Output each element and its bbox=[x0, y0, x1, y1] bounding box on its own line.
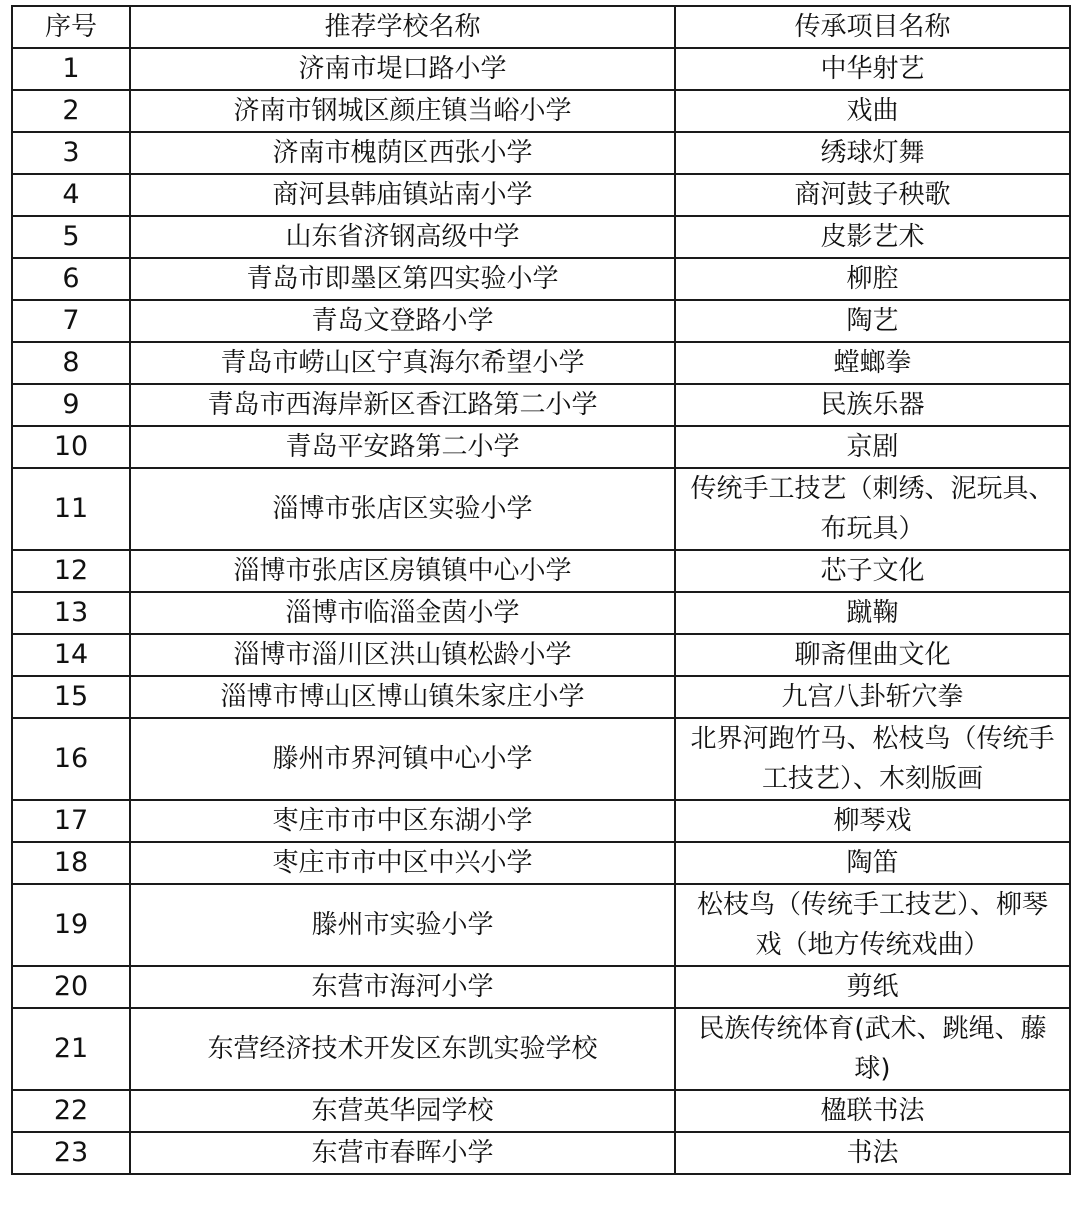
row-number: 14 bbox=[12, 634, 130, 676]
table-row bbox=[12, 342, 1070, 384]
table-row bbox=[12, 216, 1070, 258]
row-number: 3 bbox=[12, 132, 130, 174]
project-name: 北界河跑竹马、松枝鸟（传统手工技艺）、木刻版画 bbox=[675, 718, 1070, 800]
project-name: 商河鼓子秧歌 bbox=[675, 174, 1070, 216]
project-name: 京剧 bbox=[675, 426, 1070, 468]
row-number: 16 bbox=[12, 718, 130, 800]
row-number: 2 bbox=[12, 90, 130, 132]
table-row bbox=[12, 300, 1070, 342]
project-name: 戏曲 bbox=[675, 90, 1070, 132]
table-row bbox=[12, 174, 1070, 216]
project-name: 聊斋俚曲文化 bbox=[675, 634, 1070, 676]
row-number: 8 bbox=[12, 342, 130, 384]
project-name: 传统手工技艺（刺绣、泥玩具、布玩具） bbox=[675, 468, 1070, 550]
school-name: 青岛平安路第二小学 bbox=[130, 426, 675, 468]
project-name: 松枝鸟（传统手工技艺）、柳琴戏（地方传统戏曲） bbox=[675, 884, 1070, 966]
school-name: 滕州市实验小学 bbox=[130, 884, 675, 966]
school-name: 东营英华园学校 bbox=[130, 1090, 675, 1132]
school-name: 济南市槐荫区西张小学 bbox=[130, 132, 675, 174]
school-name: 商河县韩庙镇站南小学 bbox=[130, 174, 675, 216]
row-number: 5 bbox=[12, 216, 130, 258]
row-number: 1 bbox=[12, 48, 130, 90]
project-name: 民族乐器 bbox=[675, 384, 1070, 426]
row-number: 10 bbox=[12, 426, 130, 468]
project-name: 芯子文化 bbox=[675, 550, 1070, 592]
table-row bbox=[12, 1008, 1070, 1090]
project-name: 楹联书法 bbox=[675, 1090, 1070, 1132]
project-name: 螳螂拳 bbox=[675, 342, 1070, 384]
table-row bbox=[12, 634, 1070, 676]
table-row bbox=[12, 48, 1070, 90]
school-name: 枣庄市市中区东湖小学 bbox=[130, 800, 675, 842]
school-name: 淄博市临淄金茵小学 bbox=[130, 592, 675, 634]
project-name: 皮影艺术 bbox=[675, 216, 1070, 258]
school-name: 山东省济钢高级中学 bbox=[130, 216, 675, 258]
row-number: 23 bbox=[12, 1132, 130, 1174]
project-name: 绣球灯舞 bbox=[675, 132, 1070, 174]
school-name: 青岛市西海岸新区香江路第二小学 bbox=[130, 384, 675, 426]
project-name: 陶艺 bbox=[675, 300, 1070, 342]
row-number: 17 bbox=[12, 800, 130, 842]
table-row bbox=[12, 842, 1070, 884]
school-name: 东营市春晖小学 bbox=[130, 1132, 675, 1174]
table-row bbox=[12, 468, 1070, 550]
table-header-row bbox=[12, 6, 1070, 48]
table-container bbox=[11, 5, 1071, 1175]
project-name: 柳腔 bbox=[675, 258, 1070, 300]
header-number: 序号 bbox=[12, 6, 130, 48]
table-row bbox=[12, 132, 1070, 174]
row-number: 12 bbox=[12, 550, 130, 592]
school-name: 淄博市淄川区洪山镇松龄小学 bbox=[130, 634, 675, 676]
row-number: 4 bbox=[12, 174, 130, 216]
table-row bbox=[12, 90, 1070, 132]
row-number: 18 bbox=[12, 842, 130, 884]
school-name: 淄博市张店区实验小学 bbox=[130, 468, 675, 550]
table-row bbox=[12, 966, 1070, 1008]
school-name: 青岛文登路小学 bbox=[130, 300, 675, 342]
project-name: 中华射艺 bbox=[675, 48, 1070, 90]
table-row bbox=[12, 718, 1070, 800]
header-project-name: 传承项目名称 bbox=[675, 6, 1070, 48]
table-row bbox=[12, 1132, 1070, 1174]
table-row bbox=[12, 258, 1070, 300]
row-number: 22 bbox=[12, 1090, 130, 1132]
project-name: 九宫八卦斩穴拳 bbox=[675, 676, 1070, 718]
row-number: 11 bbox=[12, 468, 130, 550]
school-name: 滕州市界河镇中心小学 bbox=[130, 718, 675, 800]
project-name: 柳琴戏 bbox=[675, 800, 1070, 842]
row-number: 21 bbox=[12, 1008, 130, 1090]
row-number: 13 bbox=[12, 592, 130, 634]
header-school-name: 推荐学校名称 bbox=[130, 6, 675, 48]
project-name: 蹴鞠 bbox=[675, 592, 1070, 634]
school-name: 青岛市即墨区第四实验小学 bbox=[130, 258, 675, 300]
row-number: 19 bbox=[12, 884, 130, 966]
school-name: 东营市海河小学 bbox=[130, 966, 675, 1008]
school-name: 济南市钢城区颜庄镇当峪小学 bbox=[130, 90, 675, 132]
school-name: 青岛市崂山区宁真海尔希望小学 bbox=[130, 342, 675, 384]
school-name: 淄博市博山区博山镇朱家庄小学 bbox=[130, 676, 675, 718]
table-row bbox=[12, 592, 1070, 634]
row-number: 7 bbox=[12, 300, 130, 342]
row-number: 6 bbox=[12, 258, 130, 300]
row-number: 20 bbox=[12, 966, 130, 1008]
row-number: 15 bbox=[12, 676, 130, 718]
table-row bbox=[12, 384, 1070, 426]
table-row bbox=[12, 800, 1070, 842]
project-name: 书法 bbox=[675, 1132, 1070, 1174]
table-row bbox=[12, 1090, 1070, 1132]
school-name: 济南市堤口路小学 bbox=[130, 48, 675, 90]
heritage-schools-table bbox=[11, 5, 1071, 1175]
school-name: 东营经济技术开发区东凯实验学校 bbox=[130, 1008, 675, 1090]
school-name: 淄博市张店区房镇镇中心小学 bbox=[130, 550, 675, 592]
row-number: 9 bbox=[12, 384, 130, 426]
school-name: 枣庄市市中区中兴小学 bbox=[130, 842, 675, 884]
project-name: 陶笛 bbox=[675, 842, 1070, 884]
table-row bbox=[12, 884, 1070, 966]
table-row bbox=[12, 676, 1070, 718]
table-row bbox=[12, 426, 1070, 468]
table-row bbox=[12, 550, 1070, 592]
project-name: 民族传统体育(武术、跳绳、藤球) bbox=[675, 1008, 1070, 1090]
project-name: 剪纸 bbox=[675, 966, 1070, 1008]
